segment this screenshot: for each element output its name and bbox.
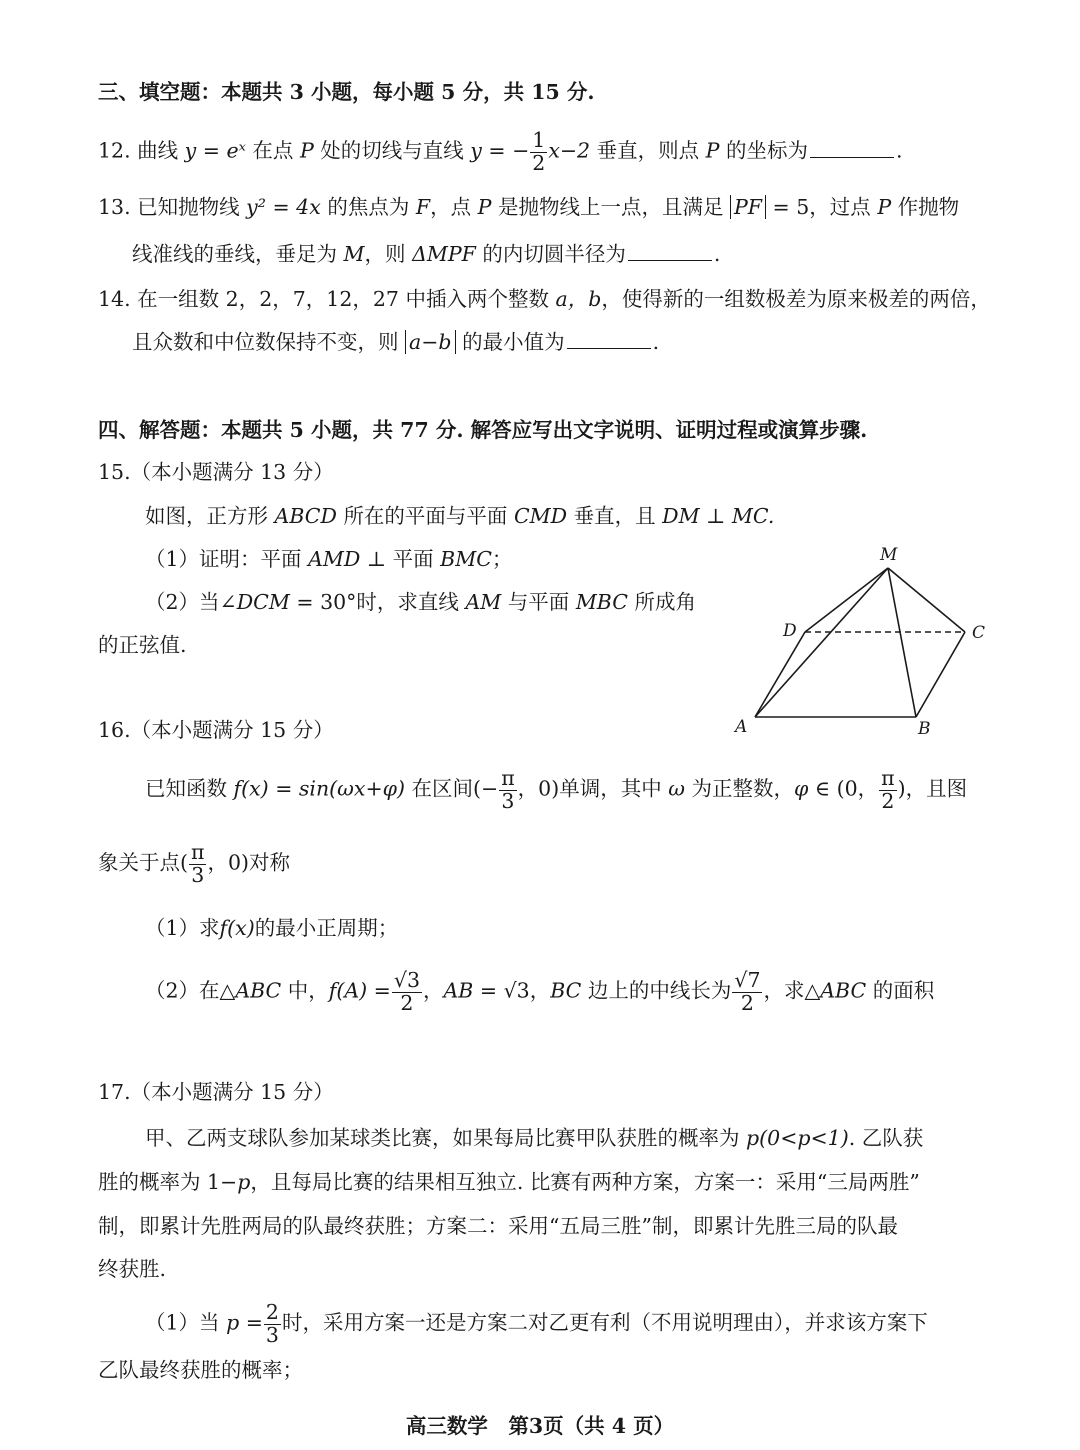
q12-fraction-numerator: 1 — [532, 128, 546, 152]
q12-text-2: 在点 — [252, 138, 294, 163]
q16-fraction-3-den: 3 — [191, 862, 205, 887]
q13-text-8: ，则 — [364, 242, 406, 266]
q16-math-abc: ABC — [235, 978, 282, 1003]
q13-text-5: = 5，过点 — [772, 195, 871, 219]
q17-text-1a: 甲、乙两支球队参加某球类比赛，如果每局比赛甲队获胜的概率为 — [145, 1126, 740, 1150]
q15-math-cmd: CMD — [513, 504, 568, 528]
q15-text-2a: （1）证明：平面 — [145, 547, 302, 571]
q15-math-amd: AMD — [308, 547, 361, 571]
q16-math-ab: AB — [443, 978, 474, 1003]
pyramid-figure — [720, 540, 1010, 740]
q13-text-7: 线准线的垂线，垂足为 — [132, 242, 337, 266]
q16-fraction-2-num: π — [881, 766, 895, 790]
q16-text-3a: （1）求 — [145, 916, 220, 940]
q12-end: . — [895, 138, 903, 163]
question-13-line-1 — [98, 197, 959, 218]
q16-fraction-1 — [499, 768, 516, 812]
q17-text-2b: ，且每局比赛的结果相互独立. 比赛有两种方案，方案一：采用“三局两胜” — [250, 1170, 920, 1194]
q17-fraction-1-num: 2 — [265, 1300, 279, 1324]
q17-math-p: p — [237, 1170, 251, 1194]
q16-fraction-4-num: √3 — [393, 968, 420, 992]
q16-text-2a: 象关于点( — [98, 850, 188, 875]
q16-line-1 — [145, 768, 967, 812]
edge-mc — [888, 568, 965, 632]
q15-math-am: AM — [465, 590, 502, 614]
q13-text-3: ，点 — [430, 195, 472, 219]
q15-text-3d: 所成角 — [634, 590, 696, 614]
q13-math-p: P — [477, 195, 492, 219]
q16-math-func: f(x) = sin(ωx+φ) — [233, 776, 405, 801]
q16-math-bc: BC — [550, 978, 582, 1003]
q17-line-1 — [145, 1128, 923, 1149]
q16-text-1c: ，0)单调，其中 — [517, 776, 662, 801]
label-m: M — [880, 545, 898, 565]
q15-math-dm-mc: DM ⊥ MC. — [662, 504, 775, 528]
q17-line-2 — [98, 1172, 920, 1193]
q16-text-1f: )，且图 — [897, 776, 968, 801]
q16-text-1b: 在区间(− — [411, 776, 499, 801]
q17-text-2a: 胜的概率为 1− — [98, 1170, 238, 1194]
q16-fraction-4-den: 2 — [400, 990, 414, 1015]
q16-text-4f: ，求△ — [763, 978, 821, 1003]
q17-text-1b: . 乙队获 — [848, 1126, 924, 1150]
q12-fraction-denominator: 2 — [532, 150, 546, 175]
q16-line-3 — [145, 918, 398, 939]
q17-math-p-range: p(0<p<1) — [746, 1126, 849, 1150]
q14-math-abs: a−b — [405, 330, 456, 354]
q15-line-3 — [145, 592, 696, 613]
q13-math-f: F — [415, 195, 431, 219]
edge-mb — [888, 568, 916, 717]
q15-text-1a: 如图，正方形 — [145, 504, 268, 528]
q16-text-4c: ， — [422, 978, 444, 1003]
q17-line-5 — [145, 1302, 928, 1346]
q16-fraction-3-num: π — [191, 840, 205, 864]
q17-line-3: 制，即累计先胜两局的队最终获胜；方案二：采用“五局三胜”制，即累计先胜三局的队最 — [98, 1214, 898, 1238]
q12-fraction — [530, 130, 547, 174]
q16-text-2b: ，0)对称 — [207, 850, 291, 875]
q16-math-fx: f(x) — [219, 916, 255, 940]
q14-text-1: 在一组数 2，2，7，12，27 中插入两个整数 — [137, 287, 549, 311]
q16-text-4a: （2）在△ — [145, 978, 236, 1003]
q16-text-4b: 中， — [287, 978, 329, 1003]
q15-text-3c: 与平面 — [507, 590, 570, 614]
q12-text-3: 处的切线与直线 — [320, 138, 464, 163]
q13-text-9: 的内切圆半径为 — [482, 242, 626, 266]
label-b: B — [918, 719, 931, 739]
q14-answer-blank — [567, 347, 651, 349]
q16-line-4 — [145, 970, 934, 1014]
q17-line-6: 乙队最终获胜的概率； — [98, 1358, 303, 1382]
q15-line-2 — [145, 549, 512, 570]
q13-end: . — [713, 242, 721, 266]
page-footer: 高三数学 第3页（共 4 页） — [405, 1414, 675, 1438]
q16-text-1e: (0， — [836, 776, 879, 801]
edge-bc — [916, 632, 965, 717]
q12-number: 12. — [98, 138, 131, 163]
edge-md — [805, 568, 888, 632]
q16-fraction-1-num: π — [501, 766, 515, 790]
q12-answer-blank — [810, 156, 894, 158]
question-14-line-1 — [98, 289, 991, 310]
q16-math-abc2: ABC — [820, 978, 867, 1003]
q16-fraction-1-den: 3 — [501, 788, 515, 813]
q14-text-2: ，使得新的一组数极差为原来极差的两倍， — [601, 287, 991, 311]
q16-text-4e: 边上的中线长为 — [587, 978, 732, 1003]
q15-math-abcd: ABCD — [274, 504, 337, 528]
q16-text-1d: 为正整数， — [691, 776, 794, 801]
q16-fraction-3 — [189, 842, 206, 886]
q13-math-parabola: y² = 4x — [246, 195, 321, 219]
q16-math-phi: φ ∈ — [794, 776, 831, 801]
q13-math-p2: P — [877, 195, 892, 219]
q16-fraction-2-den: 2 — [881, 788, 895, 813]
question-12 — [98, 130, 903, 174]
q13-math-triangle: ΔMPF — [412, 242, 476, 266]
q16-text-1a: 已知函数 — [145, 776, 227, 801]
q16-fraction-5-den: 2 — [740, 990, 754, 1015]
q15-text-3b: = 30°时，求直线 — [296, 590, 459, 614]
q17-text-5b: 时，采用方案一还是方案二对乙更有利（不用说明理由），并求该方案下 — [281, 1310, 928, 1335]
q13-text-2: 的焦点为 — [327, 195, 410, 219]
q12-math-p: P — [299, 138, 314, 163]
q16-text-3b: 的最小正周期； — [254, 916, 399, 940]
q13-text-4: 是抛物线上一点，且满足 — [497, 195, 724, 219]
q15-text-2c: ； — [491, 547, 513, 571]
q16-math-fa: f(A) = — [328, 978, 391, 1003]
q16-text-4g: 的面积 — [872, 978, 935, 1003]
q17-text-5a: （1）当 — [145, 1310, 220, 1335]
label-a: A — [735, 717, 748, 737]
q17-fraction-1 — [264, 1302, 281, 1346]
question-13-line-2 — [132, 244, 720, 265]
q14-text-3: 且众数和中位数保持不变，则 — [132, 330, 399, 354]
q16-fraction-4 — [392, 970, 422, 1014]
q13-math-pf: PF — [730, 195, 766, 219]
q14-number: 14. — [98, 287, 131, 311]
q12-text-5: 的坐标为 — [725, 138, 808, 163]
q13-answer-blank — [628, 259, 712, 261]
q12-math-line-b: x−2 — [548, 138, 591, 163]
q15-line-4: 的正弦值. — [98, 633, 187, 657]
q16-math-omega: ω — [668, 776, 685, 801]
q13-text-6: 作抛物 — [897, 195, 960, 219]
q13-number: 13. — [98, 195, 131, 219]
q15-math-dcm: DCM — [236, 590, 290, 614]
section-3-header: 三、填空题：本题共 3 小题，每小题 5 分，共 15 分. — [98, 80, 595, 104]
q13-text-1: 已知抛物线 — [137, 195, 240, 219]
q15-text-3a: （2）当∠ — [145, 590, 237, 614]
q15-math-mbc: MBC — [575, 590, 628, 614]
q15-text-1b: 所在的平面与平面 — [343, 504, 508, 528]
edge-ad — [755, 632, 805, 717]
q14-end: . — [652, 330, 660, 354]
q15-math-bmc: BMC — [440, 547, 492, 571]
q17-line-4: 终获胜. — [98, 1257, 167, 1281]
q12-text-1: 曲线 — [137, 138, 179, 163]
q15-title: 15.（本小题满分 13 分） — [98, 460, 334, 484]
q16-fraction-2 — [879, 768, 896, 812]
edge-ma — [755, 568, 888, 717]
section-4-header: 四、解答题：本题共 5 小题，共 77 分. 解答应写出文字说明、证明过程或演算步骤. — [98, 418, 868, 442]
question-14-line-2 — [132, 332, 659, 353]
q16-fraction-5-num: √7 — [734, 968, 761, 992]
q12-math-p2: P — [705, 138, 720, 163]
q16-text-4d: = √3， — [479, 978, 551, 1003]
q14-text-4: 的最小值为 — [462, 330, 565, 354]
q12-math-curve: y = eˣ — [184, 138, 246, 163]
q15-line-1 — [145, 506, 774, 527]
q12-math-line-a: y = − — [470, 138, 530, 163]
q16-title: 16.（本小题满分 15 分） — [98, 718, 334, 742]
q17-title: 17.（本小题满分 15 分） — [98, 1080, 334, 1104]
label-d: D — [783, 621, 797, 641]
q16-fraction-5 — [732, 970, 762, 1014]
q17-math-p-eq: p = — [226, 1310, 263, 1335]
q12-text-4: 垂直，则点 — [596, 138, 700, 163]
q15-text-1c: 垂直，且 — [573, 504, 656, 528]
q16-line-2 — [98, 842, 290, 886]
q14-math-ab: a，b — [555, 287, 602, 311]
q13-math-m: M — [343, 242, 365, 266]
q17-fraction-1-den: 3 — [265, 1322, 279, 1347]
q15-text-2b: ⊥ 平面 — [366, 547, 434, 571]
label-c: C — [972, 623, 986, 643]
